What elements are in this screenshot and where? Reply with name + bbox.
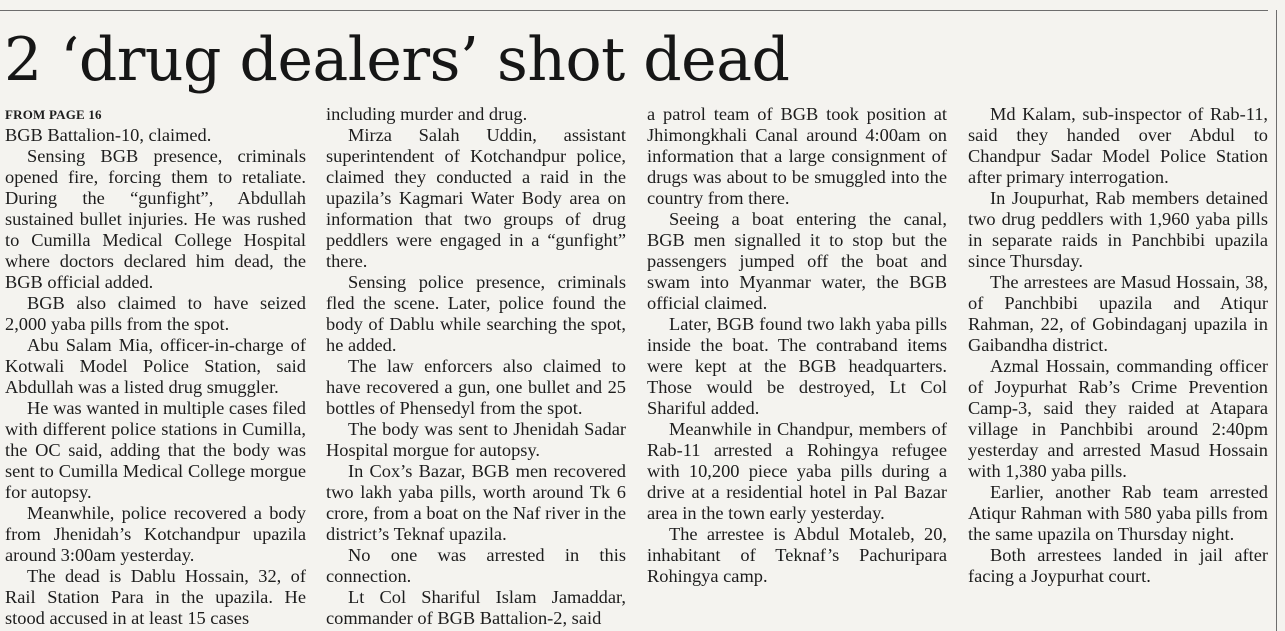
paragraph: The arrestees are Masud Hossain, 38, of Panchbibi upazila and Atiqur Rahman, 22, of Gobindaganj upazila in Gaibandha district.	[968, 272, 1268, 355]
right-rule	[1276, 10, 1277, 631]
paragraph: Meanwhile in Chandpur, members of Rab-11 arrested a Rohingya refugee with 10,200 piece yaba pills during a drive at a residential hotel in Pal Bazar area in the town early yesterday.	[647, 419, 947, 523]
paragraph: Both arrestees landed in jail after facing a Joypurhat court.	[968, 545, 1268, 586]
paragraph: In Joupurhat, Rab members detained two drug peddlers with 1,960 yaba pills in separate raids in Panchbibi upazila since Thursday.	[968, 188, 1268, 271]
paragraph: The law enforcers also claimed to have recovered a gun, one bullet and 25 bottles of Phensedyl from the spot.	[326, 356, 626, 418]
paragraph: Sensing BGB presence, criminals opened fire, forcing them to retaliate. During the “gunfight”, Abdullah sustained bullet injuries. He was rushed to Cumilla Medical College Hospital where doctors declared him dead, the BGB official added.	[5, 146, 306, 292]
headline: 2 ‘drug dealers’ shot dead	[4, 25, 790, 95]
paragraph: BGB Battalion-10, claimed.	[5, 125, 212, 145]
paragraph: a patrol team of BGB took position at Jhimongkhali Canal around 4:00am on information that a large consignment of drugs was about to be smuggled into the country from there.	[647, 104, 947, 208]
paragraph: BGB also claimed to have seized 2,000 yaba pills from the spot.	[5, 293, 306, 334]
paragraph: In Cox’s Bazar, BGB men recovered two lakh yaba pills, worth around Tk 6 crore, from a boat on the Naf river in the district’s Teknaf upazila.	[326, 461, 626, 544]
paragraph: Sensing police presence, criminals fled the scene. Later, police found the body of Dablu while searching the spot, he added.	[326, 272, 626, 355]
paragraph: Meanwhile, police recovered a body from Jhenidah’s Kotchandpur upazila around 3:00am yesterday.	[5, 503, 306, 565]
paragraph: Lt Col Shariful Islam Jamaddar, commander of BGB Battalion-2, said	[326, 587, 626, 628]
paragraph: No one was arrested in this connection.	[326, 545, 626, 586]
paragraph: He was wanted in multiple cases filed with different police stations in Cumilla, the OC said, adding that the body was sent to Cumilla Medical College morgue for autopsy.	[5, 398, 306, 502]
paragraph: The arrestee is Abdul Motaleb, 20, inhabitant of Teknaf’s Pachuripara Rohingya camp.	[647, 524, 947, 586]
paragraph: including murder and drug.	[326, 104, 528, 124]
paragraph: Mirza Salah Uddin, assistant superintendent of Kotchandpur police, claimed they conducted a raid in the upazila’s Kagmari Water Body area on information that two groups of drug peddlers were engaged in a “gunfight” there.	[326, 125, 626, 271]
paragraph: Seeing a boat entering the canal, BGB men signalled it to stop but the passengers jumped off the boat and swam into Myanmar water, the BGB official claimed.	[647, 209, 947, 313]
article-column-4	[968, 104, 1268, 631]
paragraph: The body was sent to Jhenidah Sadar Hospital morgue for autopsy.	[326, 419, 626, 460]
article-column-3	[647, 104, 947, 631]
paragraph: Azmal Hossain, commanding officer of Joypurhat Rab’s Crime Prevention Camp-3, said they raided at Atapara village in Panchbibi around 2:40pm yesterday and arrested Masud Hossain with 1,380 yaba pills.	[968, 356, 1268, 481]
article-column-1	[5, 104, 306, 631]
article-column-2	[326, 104, 626, 631]
paragraph: Later, BGB found two lakh yaba pills inside the boat. The contraband items were kept at the BGB headquarters. Those would be destroyed, Lt Col Shariful added.	[647, 314, 947, 418]
from-page-label: FROM PAGE 16	[5, 107, 102, 122]
paragraph: The dead is Dablu Hossain, 32, of Rail Station Para in the upazila. He stood accused in at least 15 cases	[5, 566, 306, 628]
top-rule	[0, 10, 1268, 11]
paragraph: Abu Salam Mia, officer-in-charge of Kotwali Model Police Station, said Abdullah was a listed drug smuggler.	[5, 335, 306, 397]
paragraph: Md Kalam, sub-inspector of Rab-11, said they handed over Abdul to Chandpur Sadar Model Police Station after primary interrogation.	[968, 104, 1268, 187]
paragraph: Earlier, another Rab team arrested Atiqur Rahman with 580 yaba pills from the same upazila on Thursday night.	[968, 482, 1268, 544]
